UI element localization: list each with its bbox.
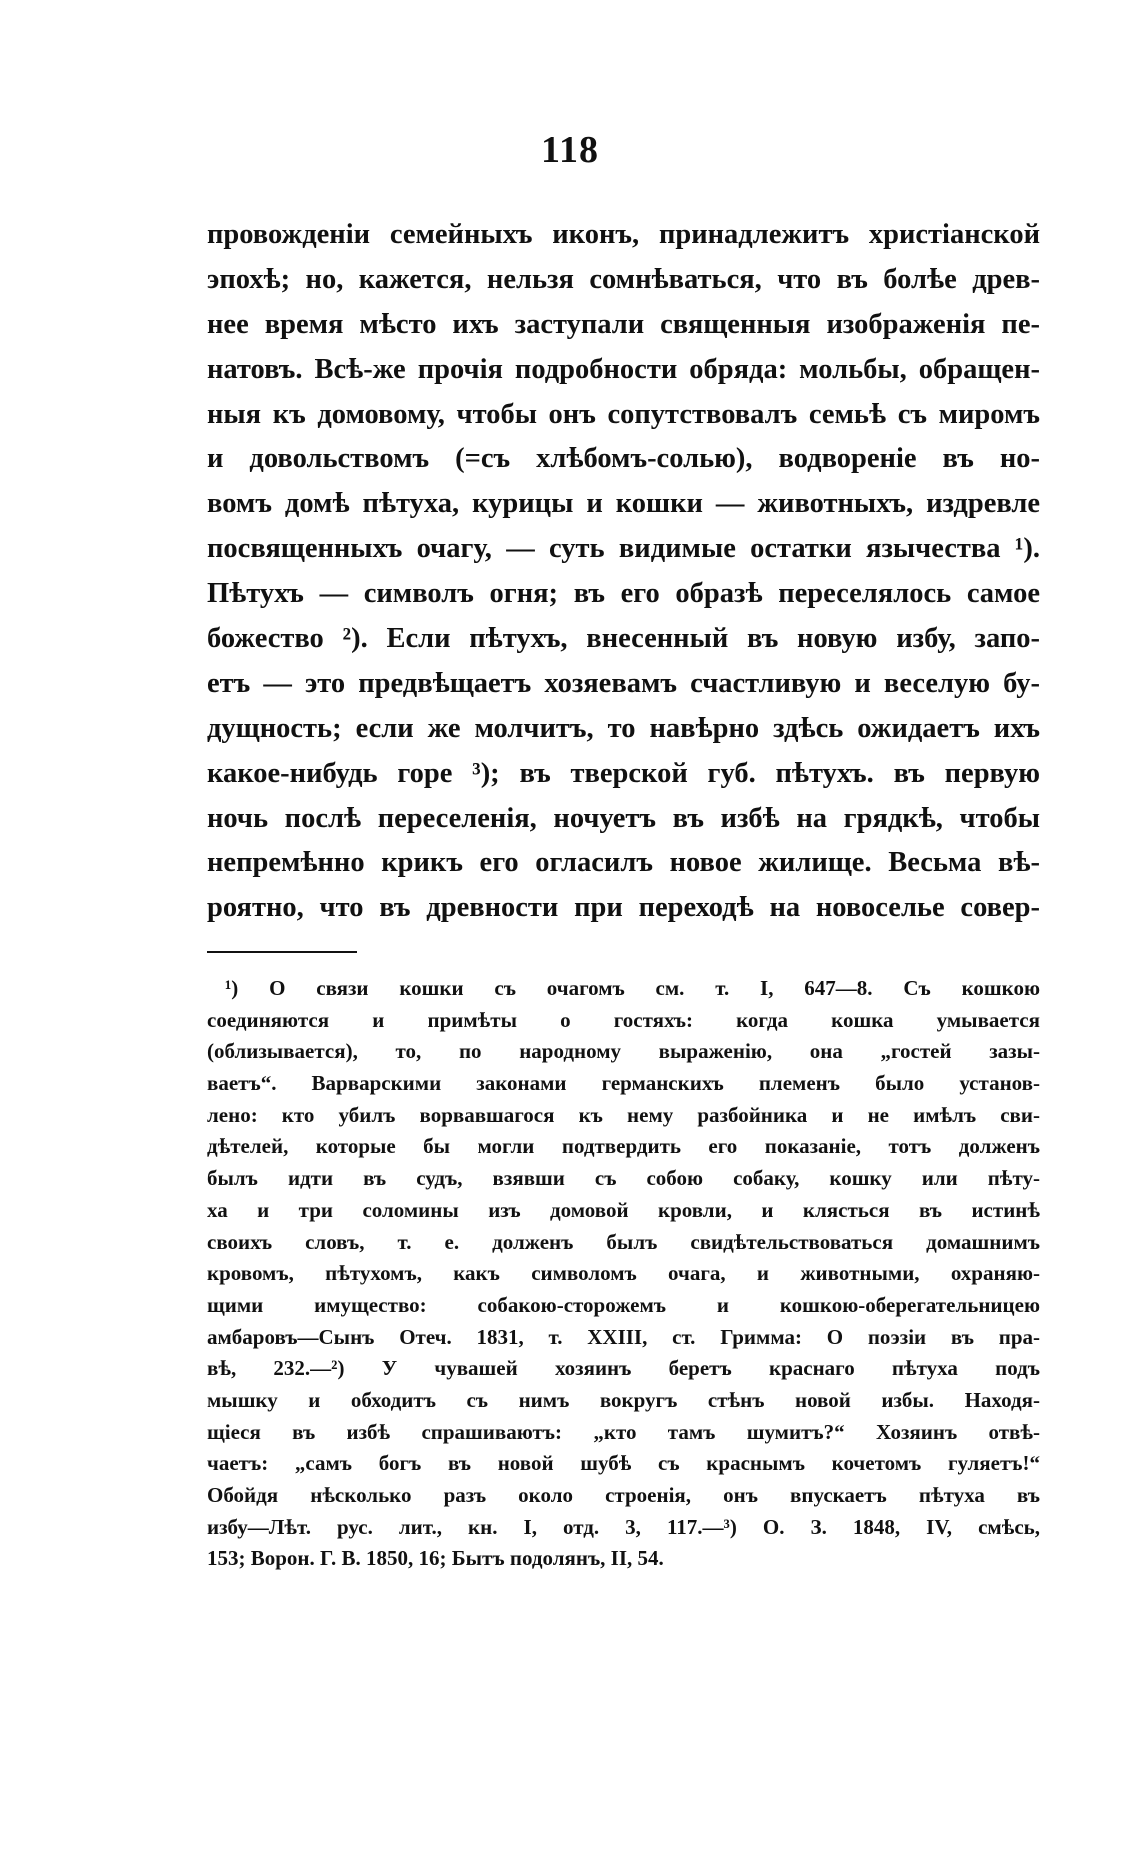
footnotes: [207, 973, 1040, 1575]
footnote-line: вѣ, 232.—²) У чувашей хозяинъ беретъ краснаго пѣтуха подъ: [207, 1356, 1040, 1381]
text-line: нее время мѣсто ихъ заступали священныя изображенія пе-: [207, 308, 1040, 340]
page-number: 118: [541, 129, 599, 171]
footnote-line: соединяются и примѣты о гостяхъ: когда кошка умывается: [207, 1007, 1040, 1032]
footnote-line: ¹) О связи кошки съ очагомъ см. т. I, 647—8. Съ кошкою: [225, 976, 1040, 1000]
footnote-line: ваетъ“. Варварскими законами германскихъ племенъ было установ-: [207, 1071, 1040, 1096]
footnote-line: былъ идти въ судъ, взявши съ собою собаку, кошку или пѣту-: [207, 1166, 1040, 1191]
text-line: какое-нибудь горе ³); въ тверской губ. пѣтухъ. въ первую: [207, 757, 1040, 789]
footnote-line: своихъ словъ, т. е. долженъ былъ свидѣтельствоваться домашнимъ: [207, 1229, 1040, 1254]
text-line: вомъ домѣ пѣтуха, курицы и кошки — животныхъ, издревле: [207, 488, 1040, 520]
text-line: божество ²). Если пѣтухъ, внесенный въ новую избу, запо-: [207, 623, 1040, 655]
footnote-line: избу—Лѣт. рус. лит., кн. I, отд. 3, 117.—³) О. З. 1848, IV, смѣсь,: [207, 1514, 1040, 1539]
footnote-line: кровомъ, пѣтухомъ, какъ символомъ очага, и животными, охраняю-: [207, 1261, 1040, 1286]
footnote-line: щими имущество: собакою-сторожемъ и кошкою-оберегательницею: [207, 1292, 1040, 1317]
text-line: и довольствомъ (=съ хлѣбомъ-солью), водвореніе въ но-: [207, 443, 1040, 475]
footnote-line: мышку и обходитъ съ нимъ вокругъ стѣнъ новой избы. Находя-: [207, 1387, 1040, 1412]
footnote-line: чаетъ: „самъ богъ въ новой шубѣ съ краснымъ кочетомъ гуляетъ!“: [207, 1451, 1040, 1476]
footnote-line: амбаровъ—Сынъ Отеч. 1831, т. XXIII, ст. Гримма: О поэзіи въ пра-: [207, 1324, 1040, 1349]
text-line: посвященныхъ очагу, — суть видимые остатки язычества ¹).: [207, 533, 1040, 565]
footnote-line: Обойдя нѣсколько разъ около строенія, онъ впускаетъ пѣтуха въ: [207, 1483, 1040, 1507]
text-line: Пѣтухъ — символъ огня; въ его образѣ переселялось самое: [207, 578, 1040, 610]
footnote-line: лено: кто убилъ ворвавшагося къ нему разбойника и не имѣлъ сви-: [207, 1102, 1040, 1127]
footnote-line: дѣтелей, которые бы могли подтвердить его показаніе, тотъ долженъ: [207, 1134, 1040, 1159]
footnote-line: 153; Ворон. Г. В. 1850, 16; Бытъ подолянъ, II, 54.: [207, 1546, 664, 1571]
text-line: натовъ. Всѣ-же прочія подробности обряда: мольбы, обращен-: [207, 353, 1040, 385]
text-line: дущность; если же молчитъ, то навѣрно здѣсь ожидаетъ ихъ: [207, 712, 1040, 744]
text-line: эпохѣ; но, кажется, нельзя сомнѣваться, что въ болѣе древ-: [207, 263, 1040, 295]
text-line: ныя къ домовому, чтобы онъ сопутствовалъ семьѣ съ миромъ: [207, 398, 1040, 430]
text-line: непремѣнно крикъ его огласилъ новое жилище. Весьма вѣ-: [207, 847, 1040, 879]
text-line: провожденіи семейныхъ иконъ, принадлежитъ христіанской: [207, 219, 1040, 250]
text-line: роятно, что въ древности при переходѣ на новоселье совер-: [207, 892, 1040, 924]
footnote-line: щіеся въ избѣ спрашиваютъ: „кто тамъ шумитъ?“ Хозяинъ отвѣ-: [207, 1419, 1040, 1444]
main-text: [207, 213, 1040, 931]
footnote-divider: [207, 951, 357, 953]
text-line: ночь послѣ переселенія, ночуетъ въ избѣ на грядкѣ, чтобы: [207, 802, 1040, 834]
text-line: етъ — это предвѣщаетъ хозяевамъ счастливую и веселую бу-: [207, 667, 1040, 699]
footnote-line: (облизывается), то, по народному выраженію, она „гостей зазы-: [207, 1039, 1040, 1064]
footnote-line: ха и три соломины изъ домовой кровли, и клясться въ истинѣ: [207, 1197, 1040, 1222]
